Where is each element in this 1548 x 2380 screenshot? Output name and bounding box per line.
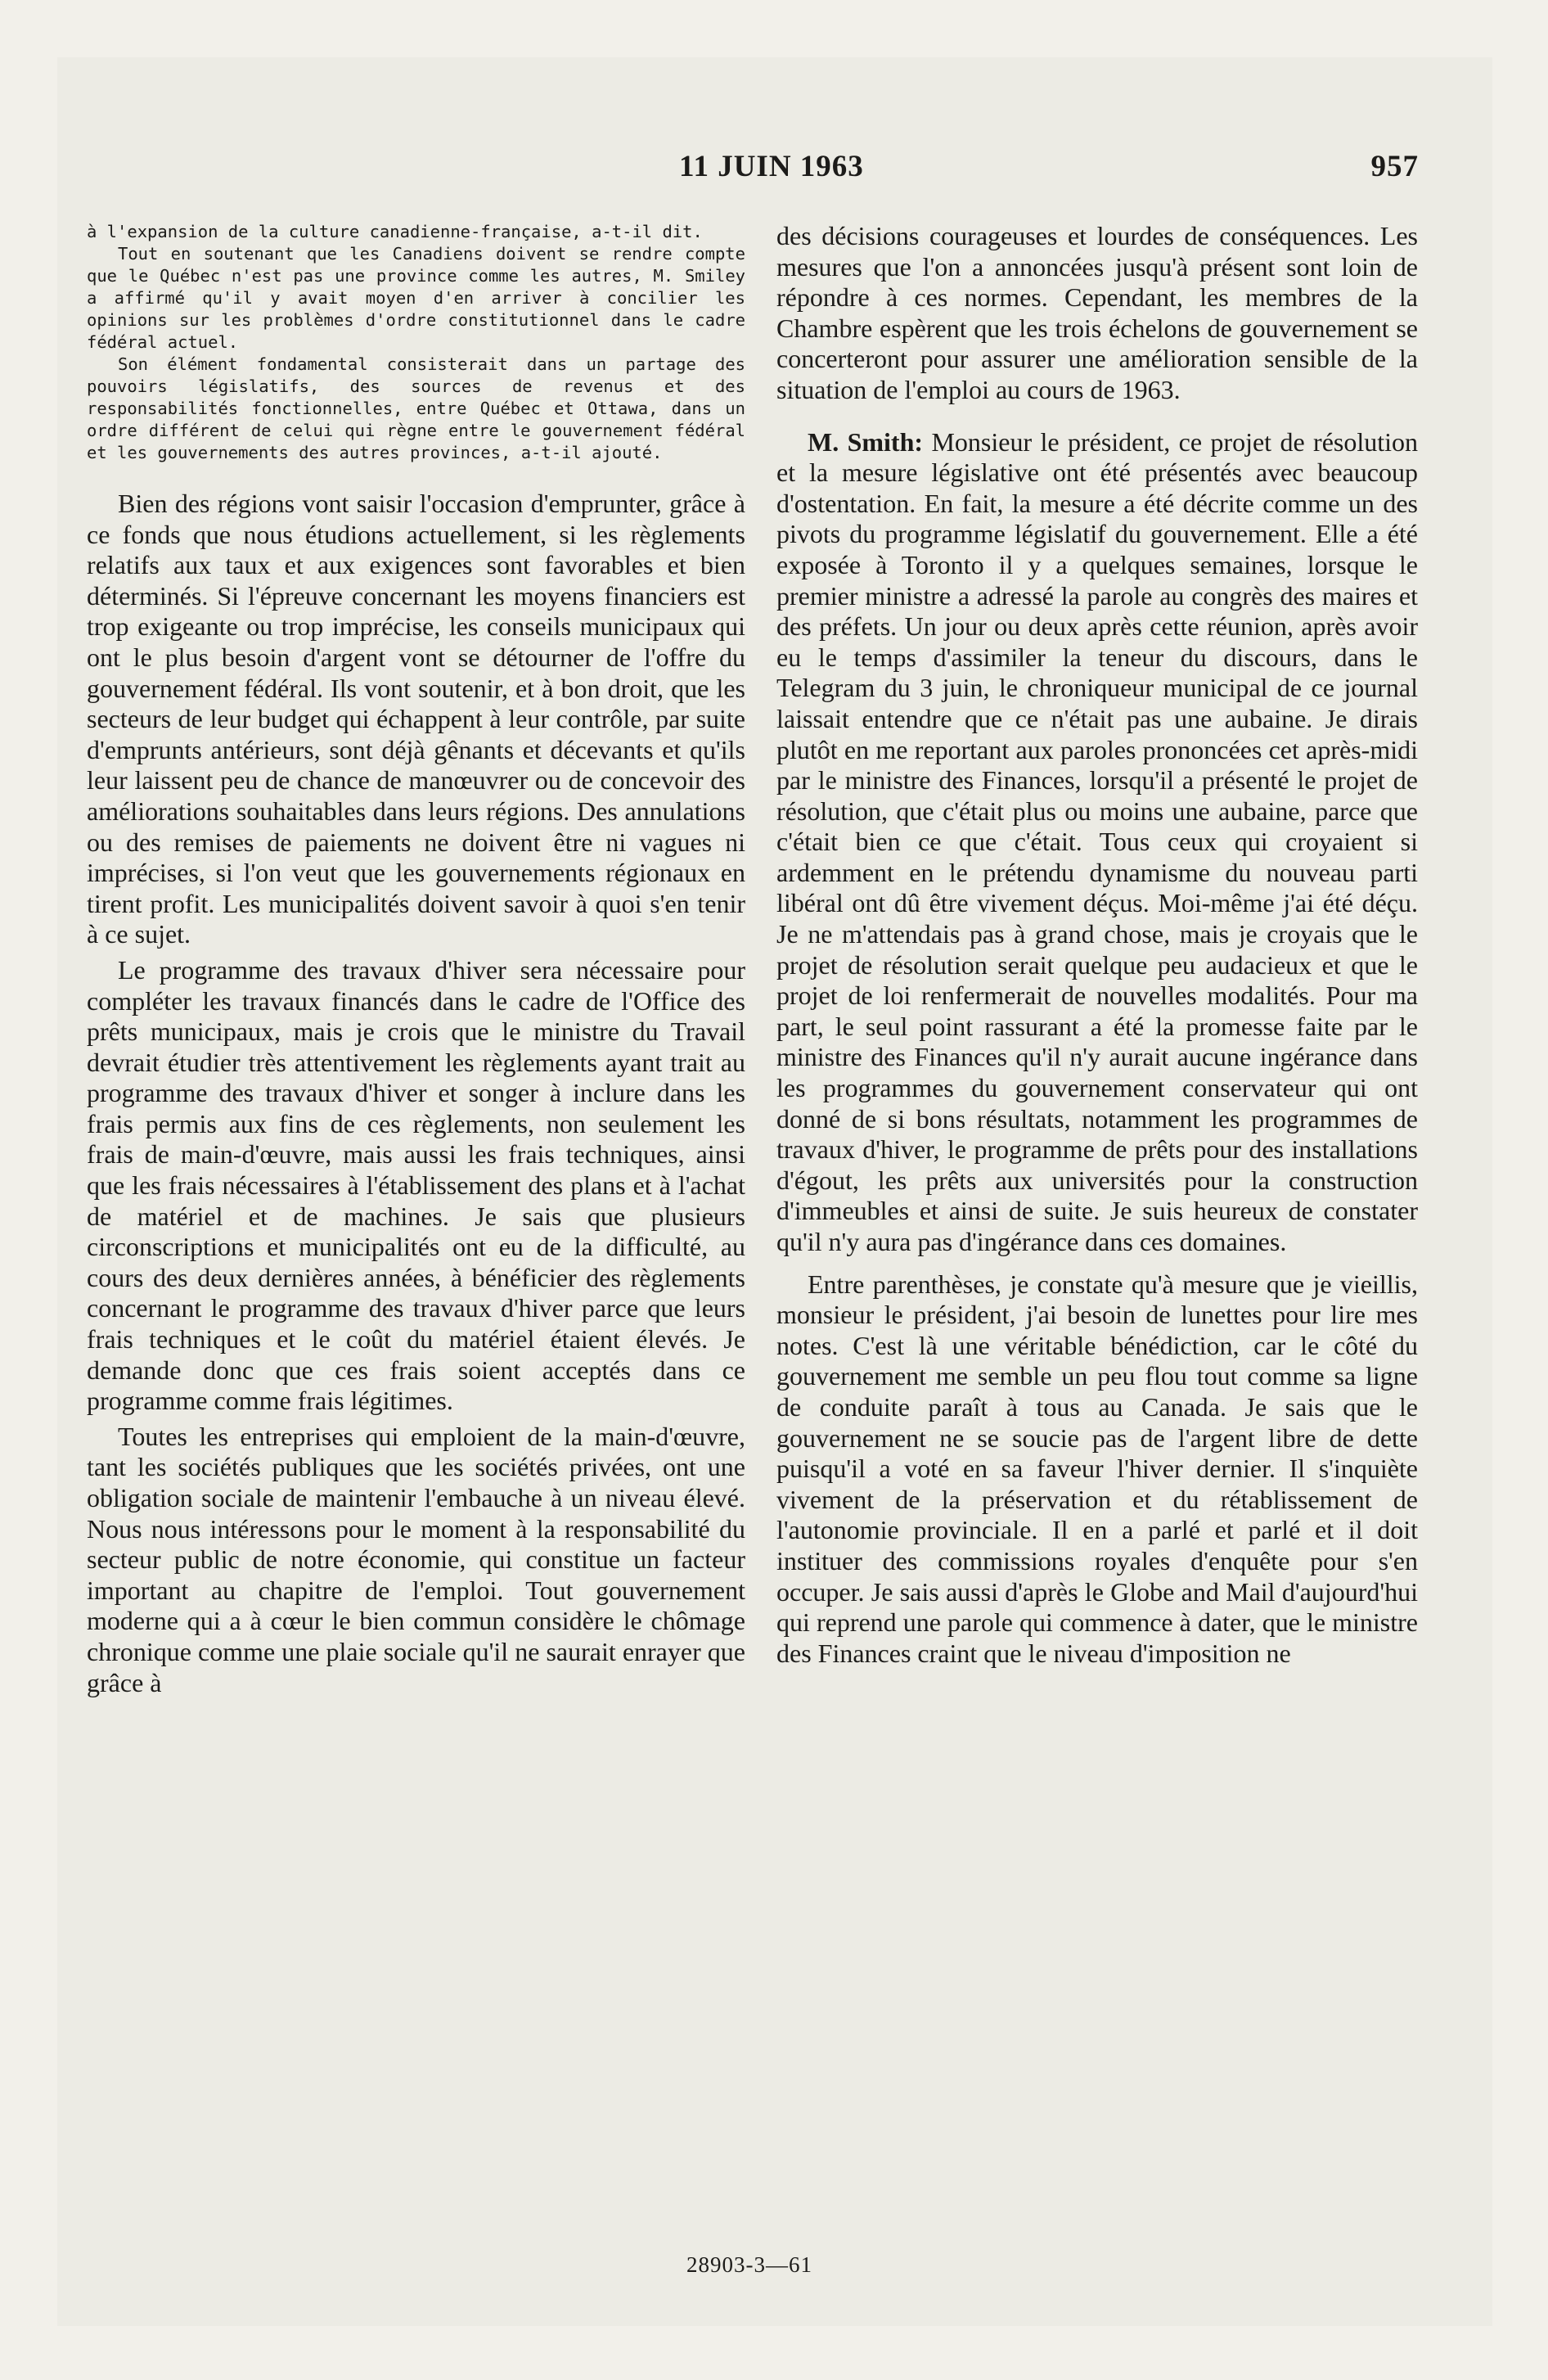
speech-body-left [87,489,745,1698]
quote-paragraph: Son élément fondamental consisterait dans un partage des pouvoirs législatifs, des sources de revenus et des responsabilités fonctionnelles, entre Québec et Ottawa, dans un ordre différent de celui qui règne entre le gouvernement fédéral et les gouvernements des autres provinces, a-t-il ajouté. [87,354,745,462]
page-date: 11 JUIN 1963 [679,150,864,183]
left-column [87,221,745,2259]
speech-body-right [776,221,1418,1669]
quote-paragraph: Tout en soutenant que les Canadiens doivent se rendre compte que le Québec n'est pas une province comme les autres, M. Smiley a affirmé qu'il y avait moyen d'en arriver à concilier les opinions sur les problèmes d'ordre constitutionnel dans le cadre fédéral actuel. [87,244,745,352]
body-paragraph: Bien des régions vont saisir l'occasion d'emprunter, grâce à ce fonds que nous étudions actuellement, si les règlements relatifs aux taux et aux exigences sont favorables et bien déterminés. Si l'épreuve concernant les moyens financiers est trop exigeante ou trop imprécise, les conseils municipaux qui ont le plus besoin d'argent vont se détourner de l'offre du gouvernement fédéral. Ils vont soutenir, et à bon droit, que les secteurs de leur budget qui échappent à leur contrôle, par suite d'emprunts antérieurs, sont déjà gênants et décevants et qu'ils leur laissent peu de chance de manœuvrer ou de concevoir des améliorations souhaitables dans leurs régions. Des annulations ou des remises de paiements ne doivent être ni vagues ni imprécises, si l'on veut que les gouvernements régionaux en tirent profit. Les municipalités doivent savoir à quoi s'en tenir à ce sujet. [87,489,745,949]
page-header [0,149,1548,198]
aside-paragraph: Entre parenthèses, je constate qu'à mesure que je vieillis, monsieur le président, j'ai besoin de lunettes pour lire mes notes. C'est là une véritable bénédiction, car le côté du gouvernement me semble un peu flou tout comme sa ligne de conduite paraît à tous au Canada. Je sais que le gouvernement ne se soucie pas de l'argent libre de dette puisqu'il a voté en sa faveur l'hiver dernier. Il s'inquiète vivement de la préservation et du rétablissement de l'autonomie provinciale. Il en a parlé et parlé et il doit instituer des commissions royales d'enquête pour s'en occuper. Je sais aussi d'après le Globe and Mail d'aujourd'hui qui reprend une parole qui commence à dater, que le ministre des Finances craint que le niveau d'imposition ne [776,1269,1418,1668]
quote-paragraph: à l'expansion de la culture canadienne-française, a-t-il dit. [87,222,703,241]
body-paragraph: Toutes les entreprises qui emploient de la main-d'œuvre, tant les sociétés publiques que les sociétés privées, ont une obligation sociale de maintenir l'embauche à un niveau élevé. Nous nous intéressons pour le moment à la responsabilité du secteur public de notre économie, qui constitue un facteur important au chapitre de l'emploi. Tout gouvernement moderne qui a à cœur le bien commun considère le chômage chronique comme une plaie sociale qu'il ne saurait enrayer que grâce à [87,1421,745,1697]
speech-text: Monsieur le président, ce projet de résolution et la mesure législative ont été présentés avec beaucoup d'ostentation. En fait, la mesure a été décrite comme un des pivots du programme législatif du gouvernement. Elle a été exposée à Toronto il y a quelques semaines, lorsque le premier ministre a adressé la parole au congrès des maires et des préfets. Un jour ou deux après cette réunion, après avoir eu le temps d'assimiler la teneur du discours, dans le Telegram du 3 juin, le chroniqueur municipal de ce journal laissait entendre que ce n'était pas une aubaine. Je dirais plutôt en me reportant aux paroles prononcées cet après-midi par le ministre des Finances, lorsqu'il a présenté le projet de résolution, que c'était plus ou moins une aubaine, parce que c'était bien ce que c'était. Tous ceux qui croyaient si ardemment en le prétendu dynamisme du nouveau parti libéral ont dû être vivement déçus. Moi-même j'ai été déçu. Je ne m'attendais pas à grand chose, mais je croyais que le projet de résolution serait quelque peu audacieux et que le projet de loi renfermerait de nouvelles modalités. Pour ma part, le seul point rassurant a été la promesse faite par le ministre des Finances qu'il n'y aurait aucune ingérance dans les programmes du gouvernement conservateur qui ont donné de si bons résultats, notamment les programmes de travaux d'hiver, le programme de prêts pour des installations d'égout, les prêts aux universités pour la construction d'immeubles et ainsi de suite. Je suis heureux de constater qu'il n'y aura pas d'ingérance dans ces domaines. [776,426,1418,1256]
continuation-paragraph: des décisions courageuses et lourdes de conséquences. Les mesures que l'on a annoncées jusqu'à présent sont loin de répondre à ces normes. Cependant, les membres de la Chambre espèrent que les trois échelons de gouvernement se concerteront pour assurer une amélioration sensible de la situation de l'emploi au cours de 1963. [776,221,1418,404]
quoted-article [87,221,745,464]
right-column [776,221,1418,2259]
speaker-name: M. Smith: [808,426,924,457]
page-number: 957 [1370,150,1419,183]
body-paragraph: Le programme des travaux d'hiver sera nécessaire pour compléter les travaux financés dans le cadre de l'Office des prêts municipaux, mais je crois que le ministre du Travail devrait étudier très attentivement les règlements ayant trait au programme des travaux d'hiver et songer à inclure dans les frais permis aux fins de ces règlements, non seulement les frais de main-d'œuvre, mais aussi les frais techniques, ainsi que les frais nécessaires à l'établissement des plans et à l'achat de matériel et de machines. Je sais que plusieurs circonscriptions et municipalités ont eu de la difficulté, au cours des deux dernières années, à bénéficier des règlements concernant le programme des travaux d'hiver parce que leurs frais techniques et le coût du matériel étaient élevés. Je demande donc que ces frais soient acceptés dans ce programme comme frais légitimes. [87,954,745,1416]
printer-signature: 28903-3—61 [686,2252,812,2277]
page-footer [0,2252,1548,2278]
speech-paragraph [776,427,1418,1258]
